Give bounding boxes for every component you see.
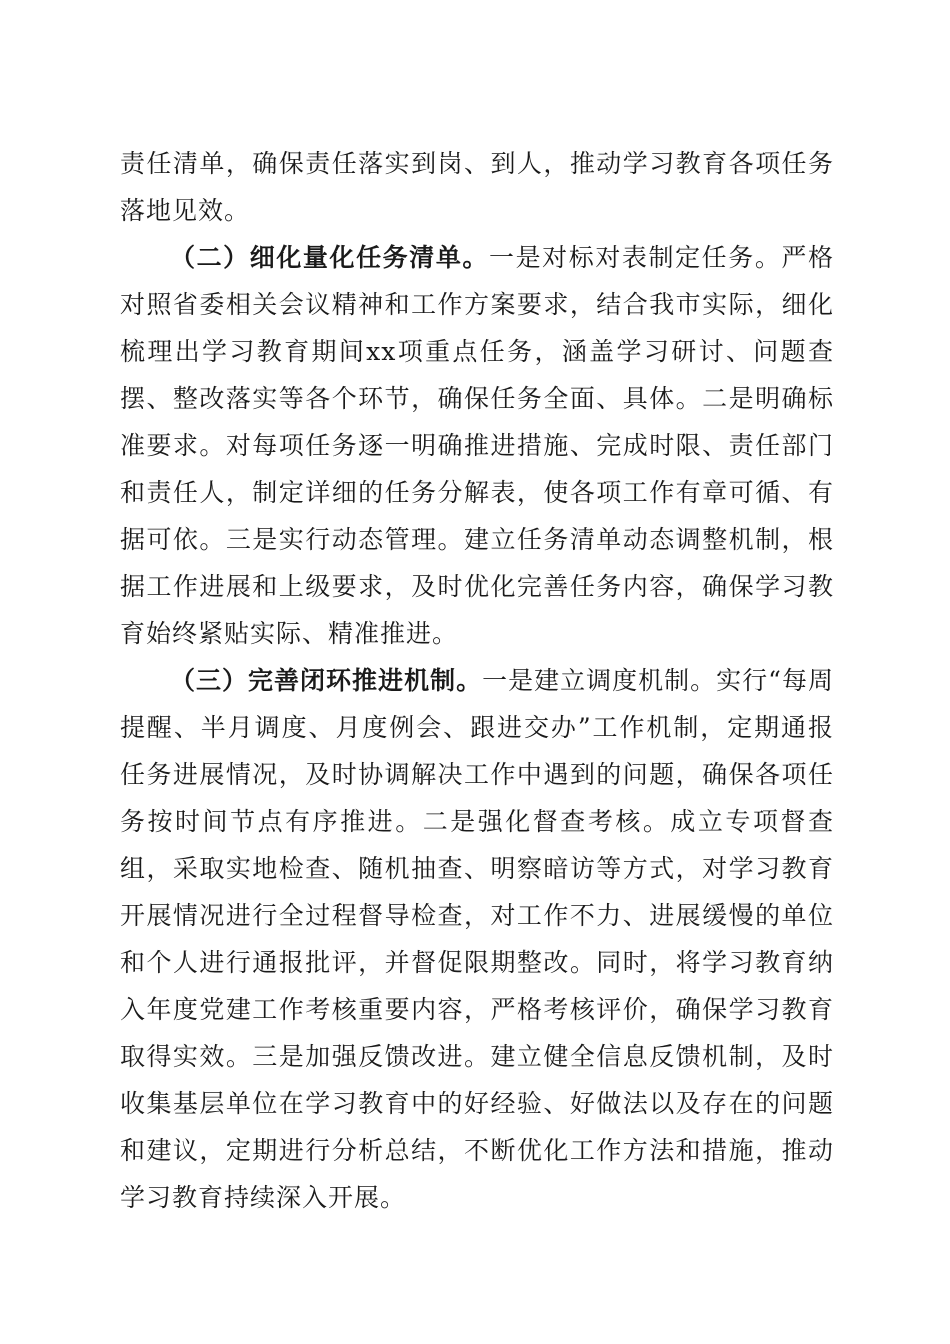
paragraph-section-2 bbox=[120, 234, 834, 657]
section-heading: （三）完善闭环推进机制。 bbox=[170, 666, 483, 695]
section-heading: （二）细化量化任务清单。 bbox=[170, 243, 489, 272]
paragraph-section-3 bbox=[120, 657, 834, 1221]
paragraph-continuation bbox=[120, 140, 834, 234]
paragraph-text: 责任清单，确保责任落实到岗、到人，推动学习教育各项任务落地见效。 bbox=[120, 149, 834, 225]
paragraph-text: 一是建立调度机制。实行“每周提醒、半月调度、月度例会、跟进交办”工作机制，定期通报任务进展情况，及时协调解决工作中遇到的问题，确保各项任务按时间节点有序推进。二是强化督查考核。成立专项督查组，采取实地检查、随机抽查、明察暗访等方式，对学习教育开展情况进行全过程督导检查，对工作不力、进展缓慢的单位和个人进行通报批评，并督促限期整改。同时，将学习教育纳入年度党建工作考核重要内容，严格考核评价，确保学习教育取得实效。三是加强反馈改进。建立健全信息反馈机制，及时收集基层单位在学习教育中的好经验、好做法以及存在的问题和建议，定期进行分析总结，不断优化工作方法和措施，推动学习教育持续深入开展。 bbox=[120, 666, 834, 1212]
document-body bbox=[120, 140, 834, 1221]
paragraph-text: 一是对标对表制定任务。严格对照省委相关会议精神和工作方案要求，结合我市实际，细化梳理出学习教育期间xx项重点任务，涵盖学习研讨、问题查摆、整改落实等各个环节，确保任务全面、具体。二是明确标准要求。对每项任务逐一明确推进措施、完成时限、责任部门和责任人，制定详细的任务分解表，使各项工作有章可循、有据可依。三是实行动态管理。建立任务清单动态调整机制，根据工作进展和上级要求，及时优化完善任务内容，确保学习教育始终紧贴实际、精准推进。 bbox=[120, 243, 834, 648]
